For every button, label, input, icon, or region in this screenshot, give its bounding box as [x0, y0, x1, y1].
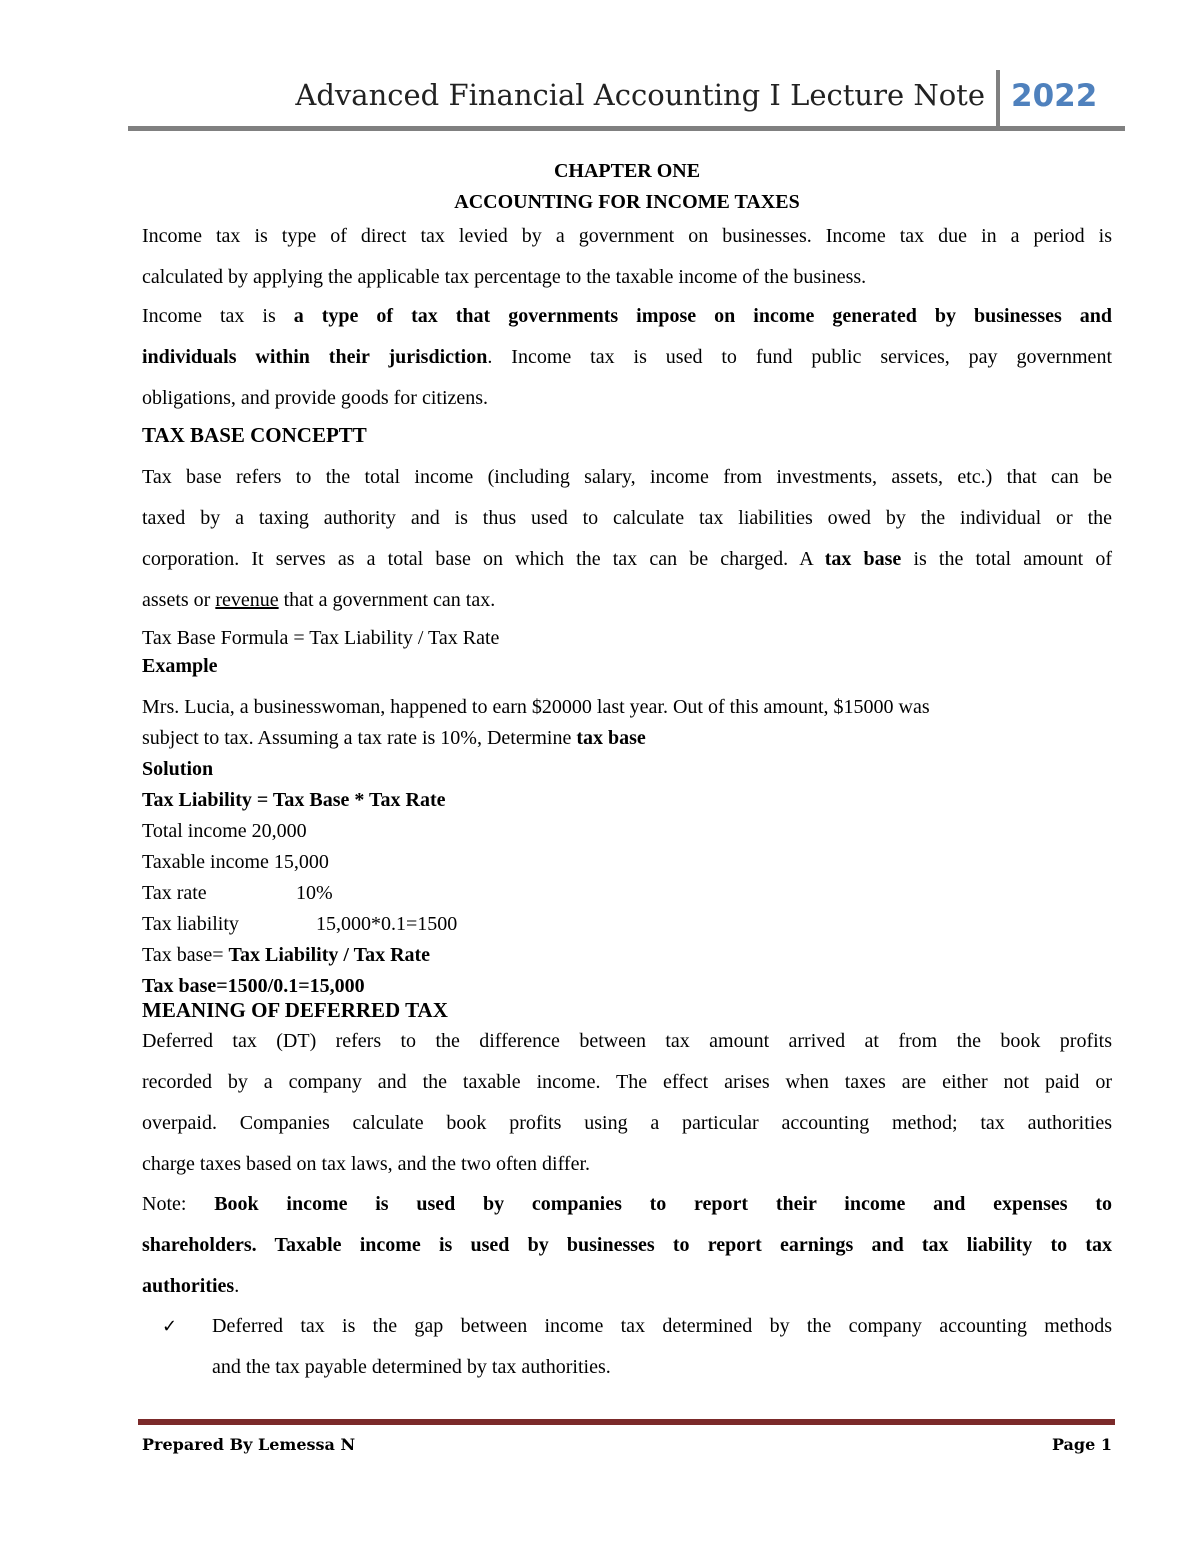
intro-paragraph-1: Income tax is type of direct tax levied by a government on businesses. Income tax due in a period is calculated by applying the applicable tax percentage to the taxable income of the business.: [142, 225, 1112, 288]
tax-base-paragraph: Tax base refers to the total income (including salary, income from investments, assets, etc.) that can be taxed by a taxing authority and is thus used to calculate tax liabilities owed by the individual or the corporation. It serves as a total base on which the tax can be charged. A tax base is the total amount of assets or revenue that a government can tax.: [142, 466, 1112, 611]
solution-formula: Tax Liability = Tax Base * Tax Rate: [142, 789, 446, 811]
revenue-link[interactable]: revenue: [215, 589, 279, 611]
tax-base-heading: TAX BASE CONCEPTT: [142, 423, 367, 447]
document-header-year: 2022: [1011, 78, 1098, 114]
deferred-tax-paragraph: Deferred tax (DT) refers to the difference between tax amount arrived at from the book profits recorded by a company and the taxable income. The effect arises when taxes are either not paid or overpaid. Companies calculate book profits using a particular accounting method; tax authorities charge taxes based on tax laws, and the two often differ.: [142, 1030, 1112, 1175]
footer-rule: [138, 1419, 1115, 1425]
footer-author: Prepared By Lemessa N: [142, 1435, 356, 1454]
deferred-tax-note: Note: Book income is used by companies to report their income and expenses to shareholders. Taxable income is used by businesses to report earnings and tax liability to tax authorities.: [142, 1193, 1112, 1297]
document-header-title: Advanced Financial Accounting I Lecture Note: [295, 78, 985, 112]
solution-block: Solution Tax Liability = Tax Base * Tax Rate Total income 20,000 Taxable income 15,000 Tax rate 10% Tax liability 15,000*0.1=1500 Tax base= Tax Liability / Tax Rate Tax base=1500/0.1=15,000: [142, 754, 1112, 1002]
example-label: Example: [142, 655, 218, 677]
chapter-number: CHAPTER ONE: [553, 160, 701, 182]
header-divider: [996, 70, 1000, 126]
deferred-tax-bullet: Deferred tax is the gap between income tax determined by the company accounting methods and the tax payable determined by tax authorities.: [212, 1315, 1112, 1378]
tax-base-formula: Tax Base Formula = Tax Liability / Tax Rate: [142, 627, 500, 649]
solution-result: Tax base=1500/0.1=15,000: [142, 975, 365, 997]
checkmark-icon: ✓: [162, 1316, 178, 1337]
example-text: Mrs. Lucia, a businesswoman, happened to earn $20000 last year. Out of this amount, $15000 was subject to tax. Assuming a tax rate is 10%, Determine tax base: [142, 696, 930, 749]
deferred-tax-heading: MEANING OF DEFERRED TAX: [142, 998, 448, 1022]
header-rule: [128, 126, 1125, 131]
intro-paragraph-2: Income tax is a type of tax that governments impose on income generated by businesses and individuals within their jurisdiction. Income tax is used to fund public services, pay government obligations, and provide goods for citizens.: [142, 305, 1113, 409]
chapter-title: ACCOUNTING FOR INCOME TAXES: [454, 191, 800, 213]
footer-page-number: Page 1: [1051, 1435, 1112, 1454]
